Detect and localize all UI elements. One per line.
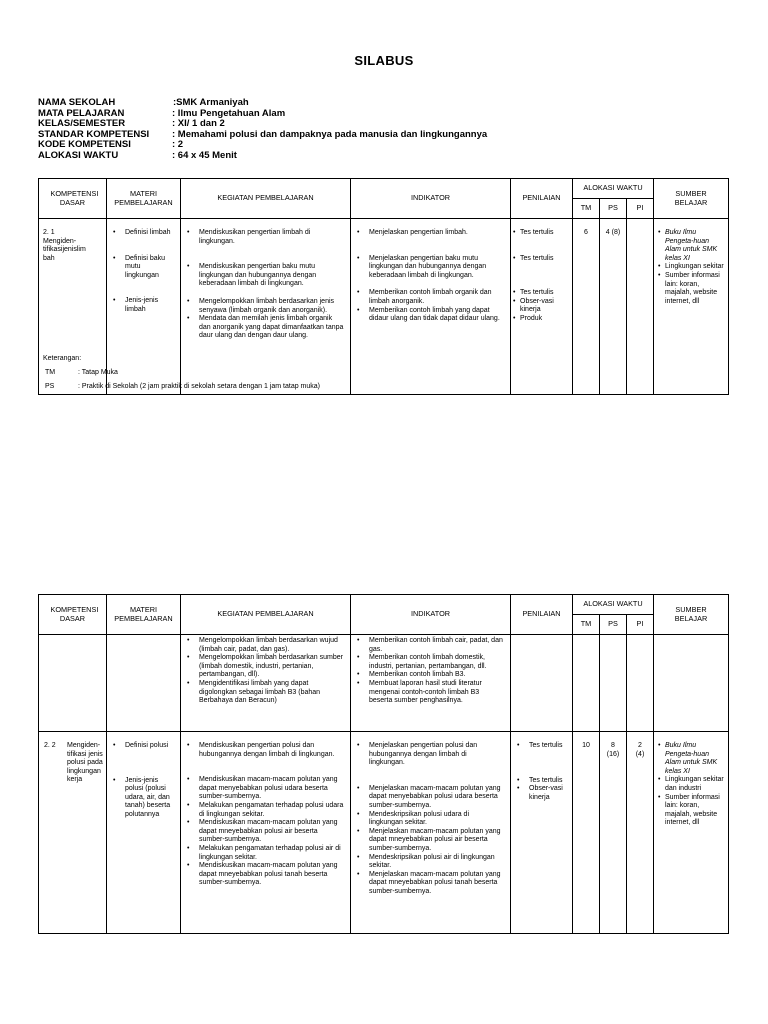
list-item: • Jenis-jenis polusi (polusi udara, air, dan tanah) beserta polutannya xyxy=(107,777,176,820)
cell-indikator xyxy=(351,732,511,934)
list-item: • Melakukan pengamatan terhadap polusi udara di lingkungan sekitar. xyxy=(181,802,344,819)
header-label: NAMA SEKOLAH xyxy=(38,97,116,108)
kegiatan-list xyxy=(181,219,350,341)
list-item: • Melakukan pengamatan terhadap polusi air di lingkungan sekitar. xyxy=(181,845,344,862)
list-item: • Mengelompokkan limbah berdasarkan sumber (limbah domestik, industri, pertanian, pertambangan, dll). xyxy=(181,654,344,680)
list-item: • Definisi limbah xyxy=(107,229,176,238)
col-header-penilaian: PENILAIAN xyxy=(511,179,573,219)
col-header-kegiatan: KEGIATAN PEMBELAJARAN xyxy=(181,595,351,635)
keterangan-title: Keterangan: xyxy=(43,355,82,362)
list-item: • Mendiskusikan pengertian polusi dan hubungannya dengan limbah di lingkungan. xyxy=(181,742,344,759)
col-header-penilaian: PENILAIAN xyxy=(511,595,573,635)
list-item: • Menjelaskan pengertian polusi dan hubungannya dengan limbah di lingkungan. xyxy=(351,742,504,768)
list-item: • Memberikan contoh limbah yang dapat didaur ulang dan tidak dapat didaur ulang. xyxy=(351,307,504,324)
col-header-sumber: SUMBER BELAJAR xyxy=(654,595,729,635)
list-item: • Mendiskusikan macam-macam polutan yang dapat menyebabkan polusi udara beserta sumber-sumbernya. xyxy=(181,776,344,802)
col-header-kompetensi: KOMPETENSI DASAR xyxy=(39,179,107,219)
cell-pi xyxy=(627,219,654,395)
header-value: : 2 xyxy=(172,139,184,150)
cell-kegiatan xyxy=(181,732,351,934)
col-header-alokasi: ALOKASI WAKTU xyxy=(573,179,654,199)
list-item: • Memberikan contoh limbah domestik, industri, pertanian, pertambangan, dll. xyxy=(351,654,504,671)
list-item: • Memberikan contoh limbah B3. xyxy=(351,671,504,680)
kegiatan-list xyxy=(181,635,350,706)
list-item: • Lingkungan sekitar dan industri xyxy=(656,776,724,793)
header-label: KELAS/SEMESTER xyxy=(38,118,126,129)
list-item: • Mendeskripsikan polusi udara di lingkungan sekitar. xyxy=(351,811,504,828)
keterangan xyxy=(43,355,603,392)
col-header-pi: PI xyxy=(627,615,654,635)
col-header-ps: PS xyxy=(600,615,627,635)
list-item: • Produk xyxy=(511,315,569,324)
header-label: KODE KOMPETENSI xyxy=(38,139,131,150)
cell-kompetensi xyxy=(39,635,107,732)
kd-text: 2. 1 Mengiden-tifikasijenislim bah xyxy=(43,229,86,262)
materi-list xyxy=(107,732,180,820)
list-item: • Jenis-jenis limbah xyxy=(107,297,176,314)
syllabus-table-page1 xyxy=(38,178,729,395)
sumber-list xyxy=(654,219,728,306)
list-item: • Mendata dan memilah jenis limbah organik dan anorganik yang dapat dimanfaatkan tanpa daur ulang dan dengan daur ulang. xyxy=(181,315,344,341)
cell-penilaian xyxy=(511,732,573,934)
cell-tm: 6 xyxy=(573,219,600,395)
list-item: • Menjelaskan macam-macam polutan yang dapat mneyebabkan polusi air beserta sumber-sumbernya. xyxy=(351,828,504,854)
list-item: • Lingkungan sekitar xyxy=(656,263,724,272)
cell-ps xyxy=(600,635,627,732)
kd-text: 2. 2 Mengiden-tifikasi jenis polusi pada lingkungan kerja xyxy=(44,742,103,784)
indikator-list xyxy=(351,219,510,324)
header-value: : Ilmu Pengetahuan Alam xyxy=(172,107,286,119)
cell-sumber xyxy=(654,732,729,934)
list-item: • Mengelompokkan limbah berdasarkan jenis senyawa (limbah organik dan anorganik). xyxy=(181,298,344,315)
list-item: • Buku Ilmu Pengeta-huan Alam untuk SMK kelas XI xyxy=(656,229,724,263)
col-header-materi: MATERI PEMBELAJARAN xyxy=(107,595,181,635)
cell-materi xyxy=(107,732,181,934)
list-item: • Mendeskripsikan polusi air di lingkungan sekitar. xyxy=(351,854,504,871)
sumber-list xyxy=(654,732,728,828)
penilaian-list xyxy=(511,219,572,324)
list-item: • Obser-vasi kinerja xyxy=(511,298,569,315)
cell-indikator xyxy=(351,635,511,732)
penilaian-list xyxy=(511,732,572,802)
list-item: • Memberikan contoh limbah cair, padat, dan gas. xyxy=(351,637,504,654)
list-item: • Tes tertulis xyxy=(511,742,569,751)
list-item: • Menjelaskan macam-macam polutan yang dapat menyebabkan polusi udara beserta sumber-sumbernya. xyxy=(351,785,504,811)
cell-ps: 4 (8) xyxy=(600,219,627,395)
cell-kegiatan xyxy=(181,635,351,732)
col-header-sumber: SUMBER BELAJAR xyxy=(654,179,729,219)
list-item: • Mengidentifikasi limbah yang dapat digolongkan sebagai limbah B3 (bahan Berbahaya dan Beracun) xyxy=(181,680,344,706)
list-item: • Mendiskusikan macam-macam polutan yang dapat mneyebabkan polusi air beserta sumber-sumbernya. xyxy=(181,819,344,845)
list-item: • Mendiskusikan pengertian baku mutu lingkungan dan hubungannya dengan keberadaan limbah di lingkungan. xyxy=(181,263,344,289)
keterangan-row: PS : Praktik di Sekolah (2 jam praktik di sekolah setara dengan 1 jam tatap muka) xyxy=(45,382,321,390)
list-item: • Buku Ilmu Pengeta-huan Alam untuk SMK kelas XI xyxy=(656,742,724,776)
indikator-list xyxy=(351,635,510,706)
header-value: : Memahami polusi dan dampaknya pada manusia dan lingkungannya xyxy=(172,128,488,140)
cell-penilaian xyxy=(511,635,573,732)
kegiatan-list xyxy=(181,732,350,888)
list-item: • Tes tertulis xyxy=(511,255,569,264)
list-item: • Mendiskusikan pengertian limbah di lingkungan. xyxy=(181,229,344,246)
cell-kompetensi xyxy=(39,732,107,934)
list-item: • Menjelaskan macam-macam polutan yang dapat mneyebabkan polusi tanah beserta sumber-sumbernya. xyxy=(351,871,504,897)
cell-sumber xyxy=(654,635,729,732)
list-item: • Tes tertulis xyxy=(511,289,569,298)
cell-tm xyxy=(573,635,600,732)
col-header-kegiatan: KEGIATAN PEMBELAJARAN xyxy=(181,179,351,219)
list-item: • Membuat laporan hasil studi literatur mengenai contoh-contoh limbah B3 beserta sumber penghasilnya. xyxy=(351,680,504,706)
list-item: • Tes tertulis xyxy=(511,229,569,238)
list-item: • Definisi baku mutu lingkungan xyxy=(107,255,176,281)
col-header-ps: PS xyxy=(600,199,627,219)
syllabus-table-page2 xyxy=(38,594,729,934)
cell-pi xyxy=(627,635,654,732)
header-value: : XI/ 1 dan 2 xyxy=(172,118,225,129)
list-item: • Mendiskusikan macam-macam polutan yang dapat mneyebabkan polusi tanah beserta sumber-sumbernya. xyxy=(181,862,344,888)
col-header-indikator: INDIKATOR xyxy=(351,179,511,219)
col-header-alokasi: ALOKASI WAKTU xyxy=(573,595,654,615)
col-header-tm: TM xyxy=(573,199,600,219)
col-header-materi: MATERI PEMBELAJARAN xyxy=(107,179,181,219)
list-item: • Sumber informasi lain: koran, majalah, website internet, dll xyxy=(656,272,724,306)
header-label: MATA PELAJARAN xyxy=(38,107,125,119)
list-item: • Definisi polusi xyxy=(107,742,176,751)
materi-list xyxy=(107,219,180,315)
col-header-indikator: INDIKATOR xyxy=(351,595,511,635)
list-item: • Menjelaskan pengertian limbah. xyxy=(351,229,504,238)
list-item: • Tes tertulis xyxy=(511,777,569,786)
col-header-kompetensi: KOMPETENSI DASAR xyxy=(39,595,107,635)
list-item: • Mengelompokkan limbah berdasarkan wujud (limbah cair, padat, dan gas). xyxy=(181,637,344,654)
keterangan-row: TM : Tatap Muka xyxy=(45,368,118,376)
header-value: :SMK Armaniyah xyxy=(173,97,249,108)
list-item: • Menjelaskan pengertian baku mutu lingkungan dan hubungannya dengan keberadaan limbah di lingkungan. xyxy=(351,255,504,281)
cell-tm: 10 xyxy=(573,732,600,934)
col-header-tm: TM xyxy=(573,615,600,635)
header-value: : 64 x 45 Menit xyxy=(172,149,237,161)
col-header-pi: PI xyxy=(627,199,654,219)
header-label: STANDAR KOMPETENSI xyxy=(38,128,150,140)
list-item: • Memberikan contoh limbah organik dan limbah anorganik. xyxy=(351,289,504,306)
list-item: • Sumber informasi lain: koran, majalah, website internet, dll xyxy=(656,794,724,828)
cell-pi: 2 (4) xyxy=(627,732,654,934)
header-label: ALOKASI WAKTU xyxy=(38,149,119,161)
indikator-list xyxy=(351,732,510,897)
page-title: SILABUS xyxy=(354,53,414,68)
cell-ps: 8 (16) xyxy=(600,732,627,934)
list-item: • Obser-vasi kinerja xyxy=(511,785,569,802)
cell-materi xyxy=(107,635,181,732)
cell-sumber xyxy=(654,219,729,395)
